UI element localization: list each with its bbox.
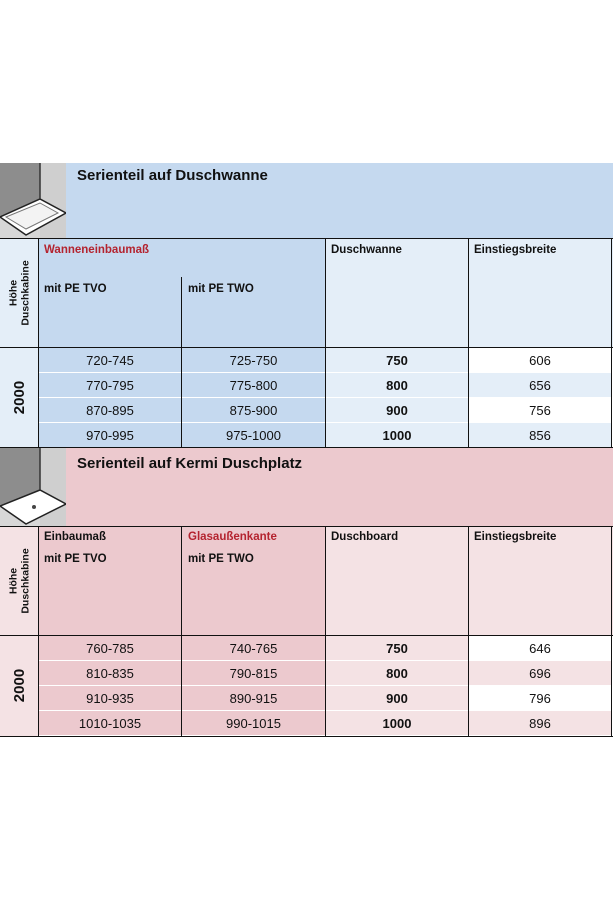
table-cell: 760-785 [39,636,181,660]
table-cell: 740-765 [182,636,325,660]
col3-label: Duschwanne [331,244,402,256]
table-cell: 656 [469,373,611,397]
table-cell: 696 [469,661,611,685]
table-cell: 770-795 [39,373,181,397]
table-cell: 910-935 [39,686,181,710]
table-cell: 970-995 [39,423,181,447]
col1-label: Einbaumaß [44,531,106,543]
table-cell: 796 [469,686,611,710]
table-cell: 875-900 [182,398,325,422]
table-cell: 606 [469,348,611,372]
col1-sub-label: mit PE TVO [44,283,107,295]
col2-sub-label: mit PE TWO [188,283,254,295]
table-cell: 756 [469,398,611,422]
table-cell: 750 [326,348,468,372]
table-cell: 870-895 [39,398,181,422]
col-group-label: Wanneneinbaumaß [44,244,149,256]
col1-sub-label: mit PE TVO [44,553,107,565]
table-cell: 990-1015 [182,711,325,735]
table-cell: 790-815 [182,661,325,685]
table-cell: 890-915 [182,686,325,710]
table-cell: 646 [469,636,611,660]
section-title: Serienteil auf Kermi Duschplatz [77,455,303,472]
table-cell: 856 [469,423,611,447]
shower-floor-icon [0,448,66,526]
table-cell: 896 [469,711,611,735]
height-value: 2000 [11,380,28,414]
table-cell: 1000 [326,711,468,735]
section-title: Serienteil auf Duschwanne [77,167,268,184]
col3-label: Duschboard [331,531,399,543]
height-value: 2000 [11,668,28,703]
table-cell: 720-745 [39,348,181,372]
table-cell: 900 [326,398,468,422]
col4-label: Einstiegsbreite [474,531,557,543]
table-cell: 775-800 [182,373,325,397]
table-cell: 750 [326,636,468,660]
row-header-label: Höhe Duschkabine [7,260,32,326]
table-cell: 725-750 [182,348,325,372]
table-cell: 800 [326,661,468,685]
shower-tray-icon [0,163,66,239]
table-cell: 810-835 [39,661,181,685]
table-cell: 975-1000 [182,423,325,447]
row-header-label: Höhe Duschkabine [7,547,32,614]
table-cell: 1010-1035 [39,711,181,735]
table-cell: 800 [326,373,468,397]
col2-sub-label: mit PE TWO [188,553,254,565]
col4-label: Einstiegsbreite [474,244,557,256]
table-cell: 1000 [326,423,468,447]
table-cell: 900 [326,686,468,710]
col2-label: Glasaußenkante [188,531,277,543]
